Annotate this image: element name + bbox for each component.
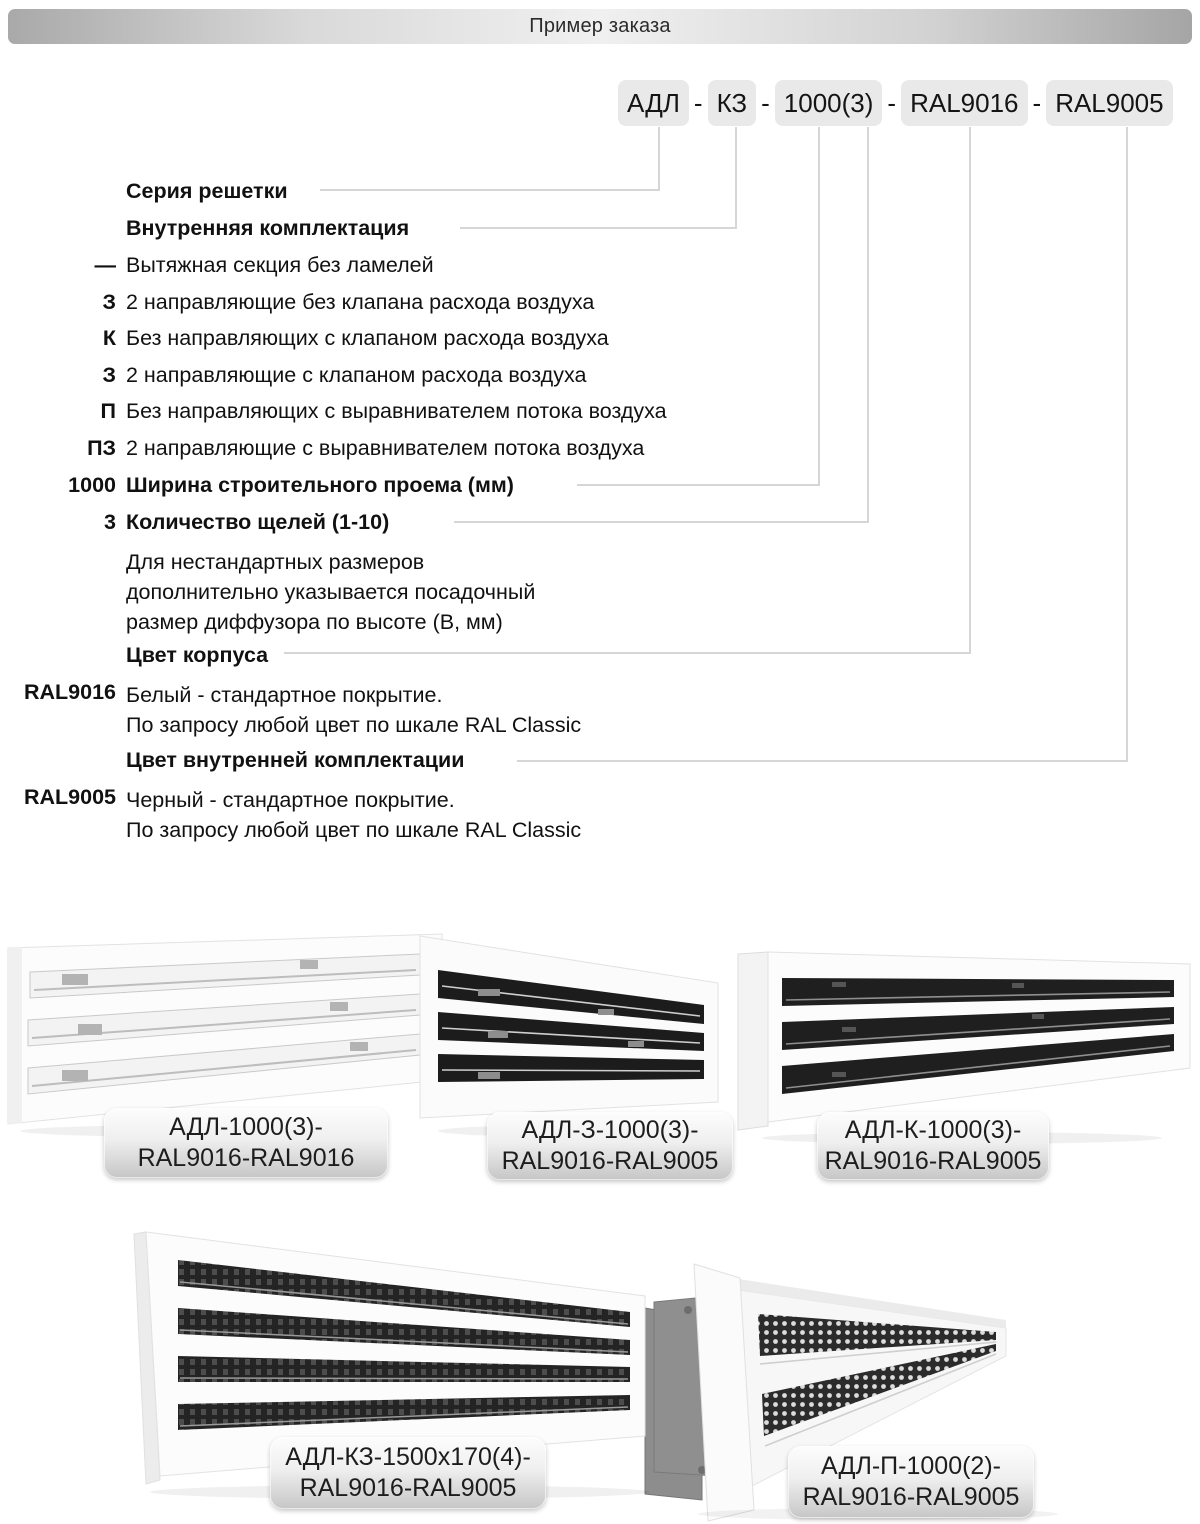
product-label-line1: АДЛ-П-1000(2)- bbox=[821, 1452, 1001, 1480]
code-part-series: АДЛ bbox=[618, 80, 689, 126]
config-code: П bbox=[100, 399, 116, 423]
inner-color-label: Цвет внутренней комплектации bbox=[126, 748, 465, 772]
inner-color-line: Черный - стандартное покрытие. bbox=[126, 788, 455, 812]
product-label-line1: АДЛ-З-1000(3)- bbox=[521, 1116, 699, 1144]
config-option bbox=[0, 326, 780, 352]
slots-row bbox=[0, 510, 780, 536]
series-label: Серия решетки bbox=[126, 179, 288, 203]
config-option bbox=[0, 399, 780, 425]
body-color-desc bbox=[126, 680, 581, 740]
order-code-row bbox=[618, 80, 1173, 126]
body-color-line: По запросу любой цвет по шкале RAL Classic bbox=[126, 713, 582, 737]
code-separator: - bbox=[761, 87, 770, 118]
config-option bbox=[0, 436, 780, 462]
inner-color-line: По запросу любой цвет по шкале RAL Classic bbox=[126, 818, 582, 842]
body-color-code: RAL9016 bbox=[23, 680, 116, 704]
config-option bbox=[0, 290, 780, 316]
product-label bbox=[104, 1108, 388, 1178]
note-line: размер диффузора по высоте (В, мм) bbox=[126, 610, 503, 634]
slots-label: Количество щелей (1-10) bbox=[126, 510, 390, 534]
note-line: дополнительно указывается посадочный bbox=[126, 580, 536, 604]
body-color-label: Цвет корпуса bbox=[126, 643, 269, 667]
config-code: К bbox=[102, 326, 116, 350]
config-code: З bbox=[102, 363, 116, 387]
body-color-line: Белый - стандартное покрытие. bbox=[126, 683, 443, 707]
code-separator: - bbox=[693, 87, 703, 118]
config-code: З bbox=[102, 290, 116, 314]
product-label-line1: АДЛ-КЗ-1500х170(4)- bbox=[285, 1443, 531, 1471]
product-label-line2: RAL9016-RAL9005 bbox=[299, 1474, 517, 1502]
config-option bbox=[0, 253, 780, 279]
product-label-line1: АДЛ-1000(3)- bbox=[169, 1113, 323, 1141]
page-title: Пример заказа bbox=[529, 15, 671, 37]
width-row bbox=[0, 473, 780, 499]
config-text: 2 направляющие с выравнивателем потока воздуха bbox=[126, 436, 645, 460]
code-part-inner-color: RAL9005 bbox=[1046, 80, 1172, 126]
code-part-size: 1000(3) bbox=[775, 80, 883, 126]
config-text: 2 направляющие без клапана расхода воздуха bbox=[126, 290, 595, 314]
slots-code: 3 bbox=[104, 510, 116, 534]
product-label-line2: RAL9016-RAL9005 bbox=[501, 1147, 719, 1175]
config-option bbox=[0, 363, 780, 389]
config-text: Без направляющих с выравнивателем потока воздуха bbox=[126, 399, 667, 423]
product-label bbox=[788, 1446, 1034, 1518]
config-text: Без направляющих с клапаном расхода воздуха bbox=[126, 326, 609, 350]
config-text: 2 направляющие с клапаном расхода воздуха bbox=[126, 363, 587, 387]
width-code: 1000 bbox=[68, 473, 116, 497]
note-line: Для нестандартных размеров bbox=[126, 550, 425, 574]
code-part-body-color: RAL9016 bbox=[901, 80, 1027, 126]
product-label-line2: RAL9016-RAL9016 bbox=[137, 1144, 355, 1172]
product-label bbox=[817, 1112, 1049, 1180]
product-label bbox=[487, 1112, 733, 1180]
product-label-line1: АДЛ-К-1000(3)- bbox=[844, 1116, 1022, 1144]
product-label bbox=[270, 1437, 546, 1509]
product-label-line2: RAL9016-RAL9005 bbox=[824, 1147, 1042, 1175]
product-label-line2: RAL9016-RAL9005 bbox=[802, 1483, 1020, 1511]
inner-color-desc bbox=[126, 785, 581, 845]
config-code: ПЗ bbox=[87, 436, 116, 460]
inner-color-code: RAL9005 bbox=[23, 785, 116, 809]
config-label: Внутренняя комплектация bbox=[126, 216, 410, 240]
nonstandard-note bbox=[126, 547, 535, 637]
code-part-config: КЗ bbox=[708, 80, 757, 126]
code-separator: - bbox=[1032, 87, 1042, 118]
header-bar bbox=[8, 9, 1192, 44]
code-separator: - bbox=[887, 87, 897, 118]
config-code: — bbox=[94, 253, 116, 277]
config-text: Вытяжная секция без ламелей bbox=[126, 253, 434, 277]
width-label: Ширина строительного проема (мм) bbox=[126, 473, 514, 497]
